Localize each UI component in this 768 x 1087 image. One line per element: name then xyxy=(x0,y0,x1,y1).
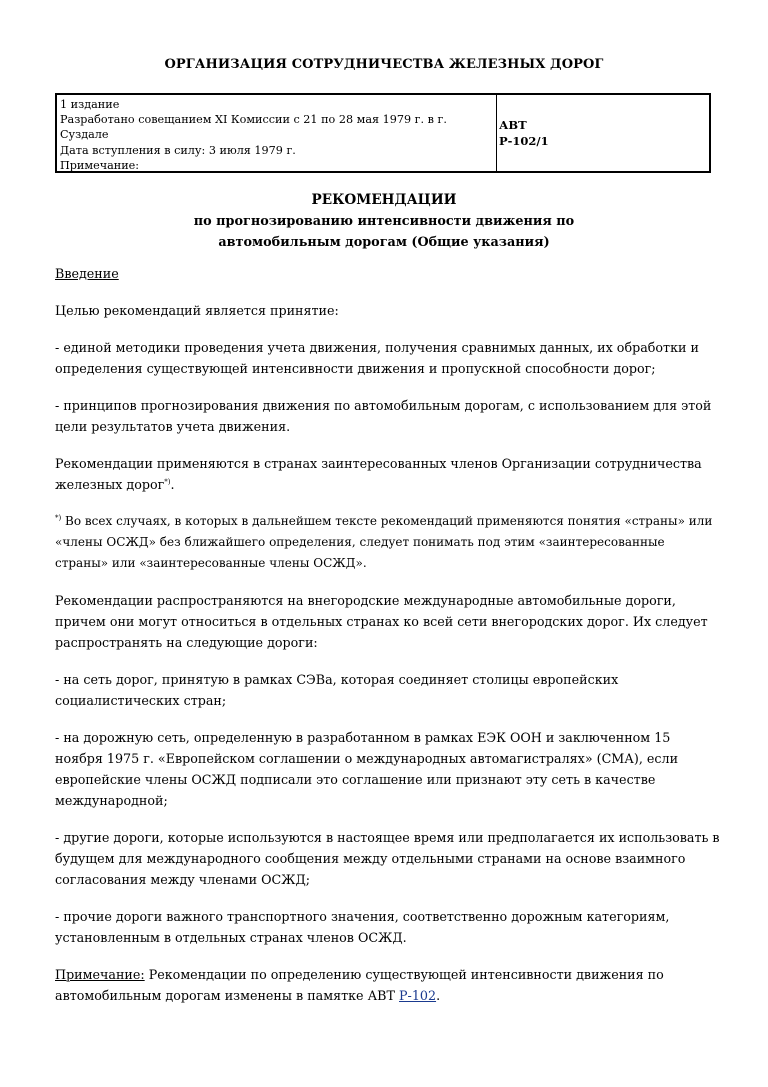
edition-line: 1 издание xyxy=(60,98,120,111)
paragraph-other-roads: - другие дороги, которые используются в настоящее время или предполагается их использовать в будущем для международного сообщения между отдельными странами на основе взаимного согласования между членами ОСЖД; xyxy=(55,830,720,887)
note-end: . xyxy=(436,988,441,1003)
scope-end: . xyxy=(170,477,175,492)
document-code xyxy=(497,95,709,171)
developed-line: Разработано совещанием XI Комиссии с 21 по 28 мая 1979 г. в г. xyxy=(60,113,447,127)
document-body xyxy=(55,263,720,1022)
note-line: Примечание: xyxy=(60,158,140,172)
title-line-3: автомобильным дорогам (Общие указания) xyxy=(218,235,550,250)
footnote xyxy=(55,511,720,574)
paragraph-principles: - принципов прогнозирования движения по автомобильным дорогам, с использованием для этой цели результатов учета движения. xyxy=(55,398,712,434)
footnote-text: Во всех случаях, в которых в дальнейшем тексте рекомендаций применяются понятия «страны» или «члены ОСЖД» без ближайшего определения, следует понимать под этим «заинтересованные страны» или «заинтересованные члены ОСЖД». xyxy=(55,514,713,570)
note-label: Примечание: xyxy=(55,967,145,982)
paragraph-important-roads: - прочие дороги важного транспортного значения, соответственно дорожным категориям, установленным в отдельных странах членов ОСЖД. xyxy=(55,909,670,945)
paragraph-purpose: Целью рекомендаций является принятие: xyxy=(55,303,339,318)
title-line-1: РЕКОМЕНДАЦИИ xyxy=(311,192,457,208)
paragraph-scope xyxy=(55,453,720,495)
document-link[interactable]: Р-102 xyxy=(399,988,437,1003)
paragraph-note xyxy=(55,964,720,1006)
document-info-box xyxy=(55,93,711,173)
scope-text: Рекомендации применяются в странах заинтересованных членов Организации сотрудничества железных дорог xyxy=(55,456,702,492)
paragraph-agr-network: - на дорожную сеть, определенную в разработанном в рамках ЕЭК ООН и заключенном 15 ноября 1975 г. «Европейском соглашении о международных автомагистралях» (СМА), если европейские члены ОСЖД подписали это соглашение или признают эту сеть в качестве международной; xyxy=(55,730,679,808)
footnote-ref: *) xyxy=(164,477,171,486)
code-line-2: Р-102/1 xyxy=(499,134,549,148)
effective-date-line: Дата вступления в силу: 3 июля 1979 г. xyxy=(60,143,296,157)
footnote-mark: *) xyxy=(55,514,62,522)
organization-title: ОРГАНИЗАЦИЯ СОТРУДНИЧЕСТВА ЖЕЛЕЗНЫХ ДОРОГ xyxy=(164,57,604,72)
developed-line-cont: Суздале xyxy=(60,128,109,142)
code-line-1: АВТ xyxy=(499,118,527,132)
title-line-2: по прогнозированию интенсивности движения по xyxy=(193,214,575,229)
paragraph-methodology: - единой методики проведения учета движения, получения сравнимых данных, их обработки и определения существующей интенсивности движения и пропускной способности дорог; xyxy=(55,340,699,376)
document-metadata xyxy=(57,95,497,171)
note-text: Рекомендации по определению существующей интенсивности движения по автомобильным дорогам изменены в памятке АВТ xyxy=(55,967,664,1003)
document-title xyxy=(0,190,768,253)
intro-heading: Введение xyxy=(55,266,119,281)
paragraph-applicability: Рекомендации распространяются на внегородские международные автомобильные дороги, причем они могут относиться в отдельных странах ко всей сети внегородских дорог. Их следует распространять на следующие дороги: xyxy=(55,593,708,650)
paragraph-comecon-network: - на сеть дорог, принятую в рамках СЭВа, которая соединяет столицы европейских социалистических стран; xyxy=(55,672,619,708)
